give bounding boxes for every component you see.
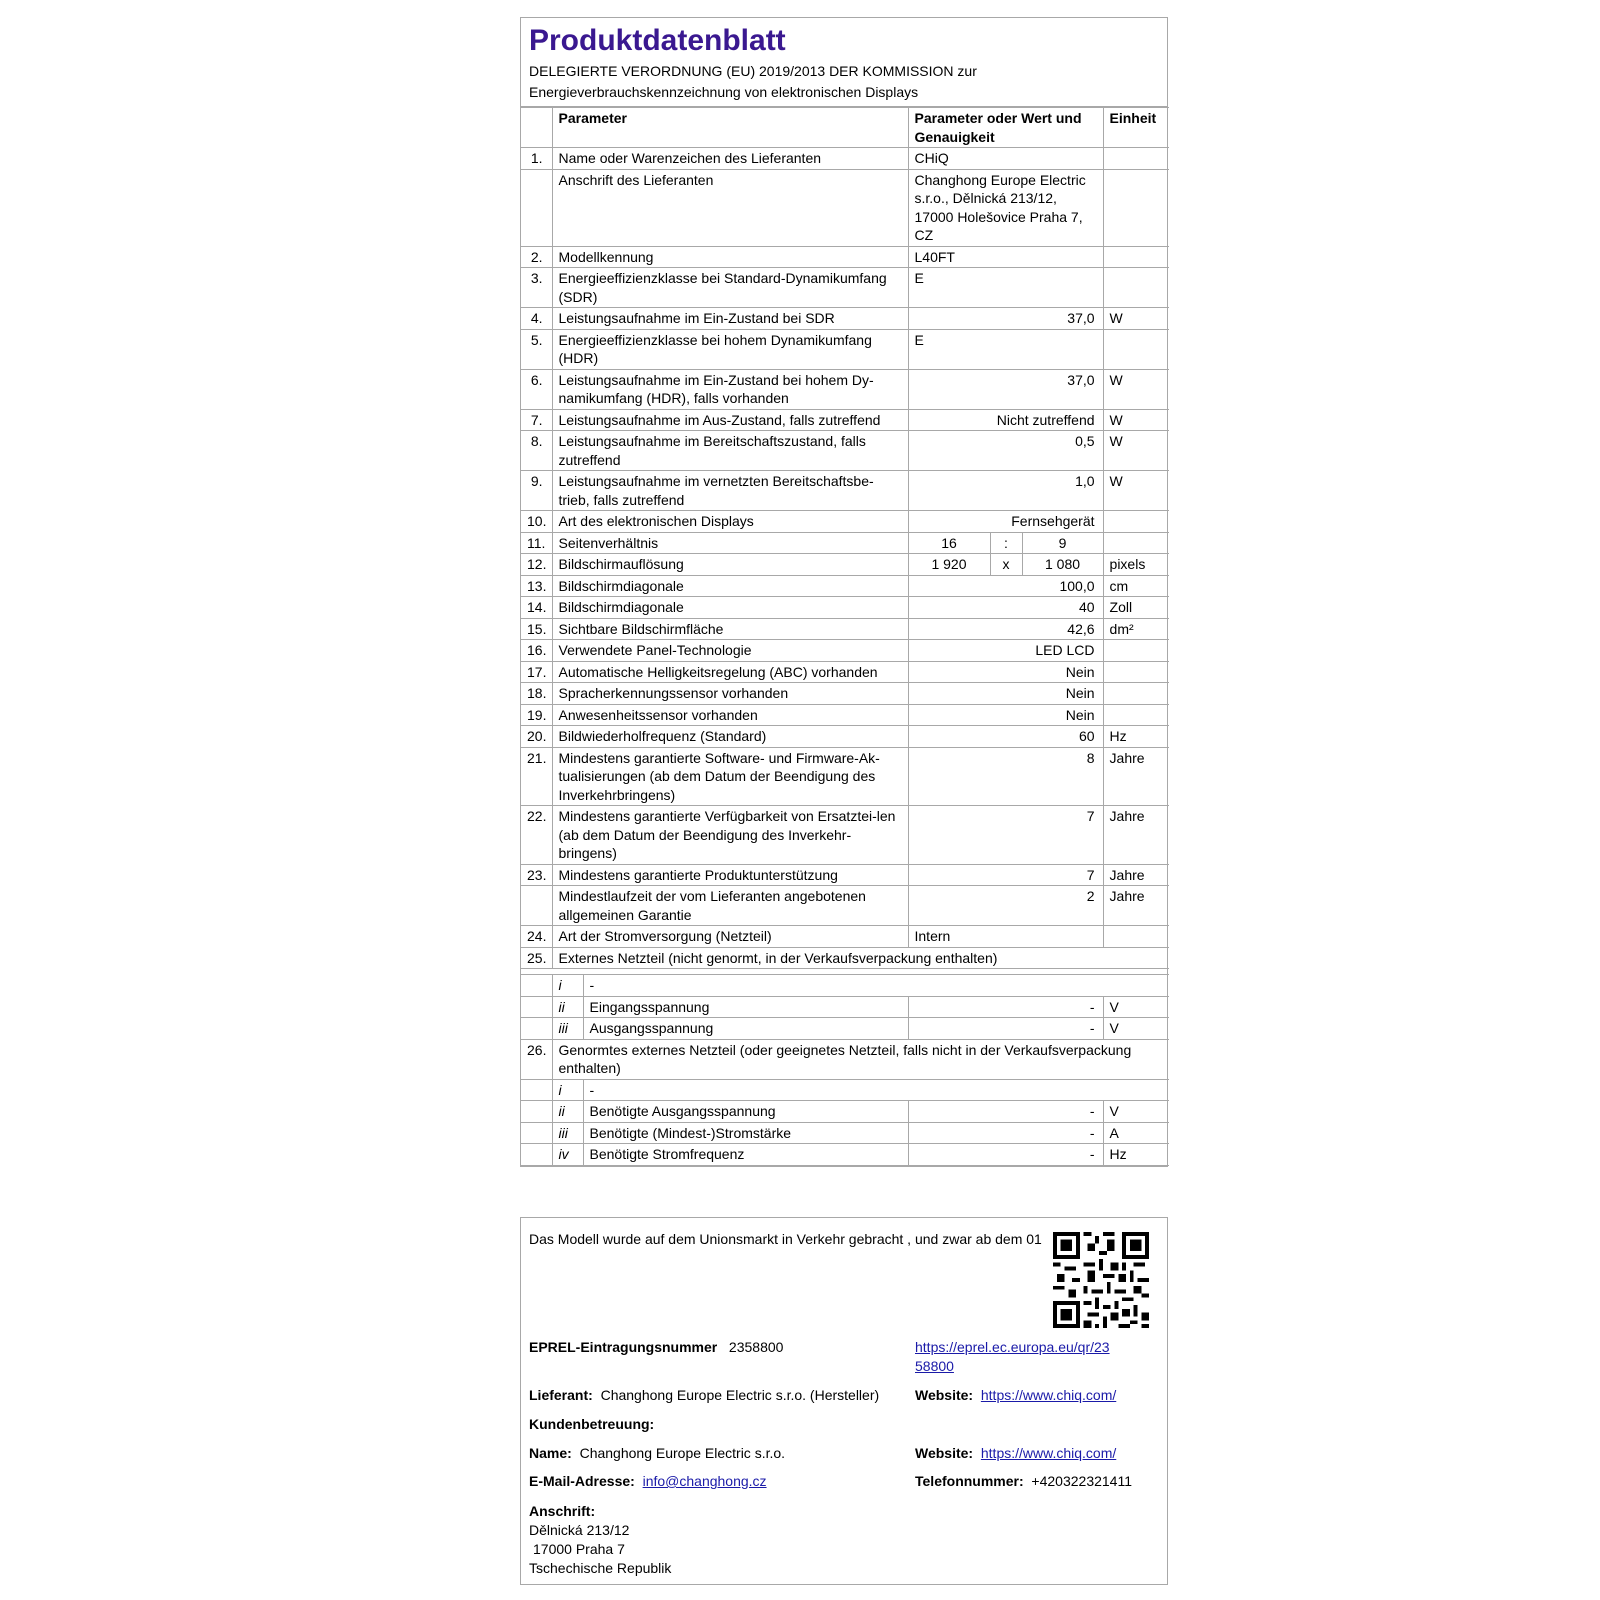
qr-code-icon[interactable]	[1053, 1232, 1149, 1328]
section-title: Externes Netzteil (nicht genormt, in der Verkaufsverpackung enthalten)	[552, 947, 1169, 969]
table-row	[521, 532, 1169, 554]
row-unit: Jahre	[1103, 886, 1169, 926]
row-unit	[1103, 661, 1169, 683]
row-value: 60	[908, 726, 1103, 748]
table-row	[521, 886, 1169, 926]
sub-row-value: -	[908, 1101, 1103, 1123]
address-line-1: Dělnická 213/12	[529, 1522, 630, 1538]
table-row	[521, 169, 1169, 246]
sheet-footer	[520, 1217, 1168, 1585]
row-parameter: Anwesenheitssensor vorhanden	[552, 704, 908, 726]
row-parameter: Mindestens garantierte Produktunterstützung	[552, 864, 908, 886]
sub-row	[521, 1079, 1169, 1101]
phone-label: Telefonnummer:	[915, 1473, 1024, 1489]
row-unit	[1103, 148, 1169, 170]
table-row	[521, 704, 1169, 726]
row-number: 1.	[521, 148, 552, 170]
row-unit	[1103, 329, 1169, 369]
support-website-link[interactable]: https://www.chiq.com/	[980, 1445, 1117, 1461]
sub-row-index: ii	[552, 996, 583, 1018]
row-parameter: Leistungsaufnahme im vernetzten Bereitschaftsbe-trieb, falls zutreffend	[552, 471, 908, 511]
row-number	[521, 886, 552, 926]
regulation-line-1: DELEGIERTE VERORDNUNG (EU) 2019/2013 DER KOMMISSION zur	[529, 63, 977, 79]
row-unit: W	[1103, 409, 1169, 431]
sub-row-unit: Hz	[1103, 1144, 1169, 1166]
row-parameter: Art des elektronischen Displays	[552, 511, 908, 533]
page-title: Produktdatenblatt	[529, 24, 786, 57]
row-value: L40FT	[908, 246, 1103, 268]
row-value: Nicht zutreffend	[908, 409, 1103, 431]
email-row	[529, 1472, 767, 1491]
sub-row-unit: V	[1103, 1018, 1169, 1040]
parameter-table	[521, 107, 1169, 1166]
column-header-unit: Einheit	[1103, 108, 1169, 148]
sub-row	[521, 1101, 1169, 1123]
table-row	[521, 431, 1169, 471]
row-number: 7.	[521, 409, 552, 431]
row-value: 1,0	[908, 471, 1103, 511]
row-number: 14.	[521, 597, 552, 619]
row-unit	[1103, 268, 1169, 308]
column-header-parameter: Parameter	[552, 108, 908, 148]
row-parameter: Mindestens garantierte Verfügbarkeit von Ersatztei-len (ab dem Datum der Beendigung des Inverkehr-bringens)	[552, 806, 908, 865]
row-parameter: Mindestlaufzeit der vom Lieferanten angebotenen allgemeinen Garantie	[552, 886, 908, 926]
row-parameter: Bildwiederholfrequenz (Standard)	[552, 726, 908, 748]
table-row	[521, 369, 1169, 409]
sheet-header	[521, 18, 1167, 107]
row-value: 100,0	[908, 575, 1103, 597]
row-number: 18.	[521, 683, 552, 705]
sub-row-index: ii	[552, 1101, 583, 1123]
row-parameter: Energieeffizienzklasse bei hohem Dynamikumfang (HDR)	[552, 329, 908, 369]
row-value: 7	[908, 864, 1103, 886]
eprel-number: 2358800	[728, 1339, 784, 1355]
table-row	[521, 511, 1169, 533]
row-value: Nein	[908, 683, 1103, 705]
row-unit: W	[1103, 308, 1169, 330]
row-unit: W	[1103, 471, 1169, 511]
sub-row-value: -	[908, 1122, 1103, 1144]
column-header-value: Parameter oder Wert und Genauigkeit	[908, 108, 1103, 148]
table-row	[521, 554, 1169, 576]
table-row	[521, 597, 1169, 619]
sub-row-index: iv	[552, 1144, 583, 1166]
row-value: 8	[908, 747, 1103, 806]
table-row	[521, 683, 1169, 705]
row-number: 24.	[521, 926, 552, 948]
table-row	[521, 864, 1169, 886]
table-row-section	[521, 947, 1169, 969]
sub-row-label: Ausgangsspannung	[583, 1018, 908, 1040]
section-title: Genormtes externes Netzteil (oder geeignetes Netzteil, falls nicht in der Verkaufsverpackung enthalten)	[552, 1039, 1169, 1079]
table-row	[521, 806, 1169, 865]
table-row	[521, 329, 1169, 369]
row-unit	[1103, 683, 1169, 705]
support-website-row	[915, 1444, 1116, 1463]
row-value: LED LCD	[908, 640, 1103, 662]
row-parameter: Bildschirmdiagonale	[552, 597, 908, 619]
sub-row-index: i	[552, 1079, 583, 1101]
address-label: Anschrift:	[529, 1503, 596, 1519]
row-number: 19.	[521, 704, 552, 726]
row-number: 2.	[521, 246, 552, 268]
product-data-sheet	[520, 17, 1168, 1167]
row-value: 40	[908, 597, 1103, 619]
row-parameter: Leistungsaufnahme im Bereitschaftszustand, falls zutreffend	[552, 431, 908, 471]
row-parameter: Spracherkennungssensor vorhanden	[552, 683, 908, 705]
phone-row	[915, 1472, 1132, 1491]
row-value: CHiQ	[908, 148, 1103, 170]
row-parameter: Bildschirmauflösung	[552, 554, 908, 576]
row-value-second: 1 080	[1022, 554, 1103, 576]
row-value-separator: :	[990, 532, 1022, 554]
sub-row-unit: V	[1103, 996, 1169, 1018]
row-number: 15.	[521, 618, 552, 640]
row-parameter: Mindestens garantierte Software- und Firmware-Ak-tualisierungen (ab dem Datum der Beendigung des Inverkehrbringens)	[552, 747, 908, 806]
row-value: 0,5	[908, 431, 1103, 471]
sub-row-label: Benötigte Ausgangsspannung	[583, 1101, 908, 1123]
table-row	[521, 148, 1169, 170]
table-row	[521, 747, 1169, 806]
row-number: 6.	[521, 369, 552, 409]
row-number: 16.	[521, 640, 552, 662]
row-unit: pixels	[1103, 554, 1169, 576]
table-row	[521, 726, 1169, 748]
support-name-row	[529, 1444, 785, 1463]
row-value: Intern	[908, 926, 1103, 948]
row-unit	[1103, 169, 1169, 246]
row-number: 5.	[521, 329, 552, 369]
row-number: 20.	[521, 726, 552, 748]
row-unit	[1103, 640, 1169, 662]
row-value: 37,0	[908, 369, 1103, 409]
row-parameter: Art der Stromversorgung (Netzteil)	[552, 926, 908, 948]
row-unit	[1103, 246, 1169, 268]
table-row	[521, 661, 1169, 683]
sub-row-label: -	[583, 1079, 1169, 1101]
supplier-website-row	[915, 1386, 1116, 1405]
address-line-3: Tschechische Republik	[529, 1560, 672, 1576]
row-parameter: Modellkennung	[552, 246, 908, 268]
table-row	[521, 471, 1169, 511]
row-value-separator: x	[990, 554, 1022, 576]
table-row	[521, 640, 1169, 662]
row-unit	[1103, 926, 1169, 948]
supplier-row	[529, 1386, 879, 1405]
sub-row-spacer	[521, 1122, 552, 1144]
sub-row-label: Eingangsspannung	[583, 996, 908, 1018]
table-row-section	[521, 1039, 1169, 1079]
sub-row-spacer	[521, 1018, 552, 1040]
row-number: 11.	[521, 532, 552, 554]
address-block	[529, 1502, 671, 1578]
row-unit: W	[1103, 431, 1169, 471]
phone-value: +420322321411	[1031, 1473, 1132, 1489]
sub-row	[521, 996, 1169, 1018]
table-row	[521, 409, 1169, 431]
address-line-2: 17000 Praha 7	[533, 1541, 625, 1557]
row-unit: dm²	[1103, 618, 1169, 640]
row-number: 13.	[521, 575, 552, 597]
email-link[interactable]: info@changhong.cz	[642, 1473, 767, 1489]
row-number: 25.	[521, 947, 552, 969]
row-unit	[1103, 704, 1169, 726]
eprel-link[interactable]	[915, 1338, 1110, 1376]
row-value: E	[908, 268, 1103, 308]
row-unit	[1103, 532, 1169, 554]
row-number: 3.	[521, 268, 552, 308]
sub-row-value: -	[908, 996, 1103, 1018]
supplier-label: Lieferant:	[529, 1387, 593, 1403]
sub-row-label: -	[583, 975, 1169, 997]
row-value: 7	[908, 806, 1103, 865]
table-row	[521, 246, 1169, 268]
row-number: 10.	[521, 511, 552, 533]
row-value: 37,0	[908, 308, 1103, 330]
website2-label: Website:	[915, 1445, 974, 1461]
table-row	[521, 268, 1169, 308]
eprel-label: EPREL-Eintragungsnummer	[529, 1339, 718, 1355]
row-parameter: Leistungsaufnahme im Aus-Zustand, falls zutreffend	[552, 409, 908, 431]
table-row	[521, 926, 1169, 948]
row-parameter: Sichtbare Bildschirmfläche	[552, 618, 908, 640]
sub-row	[521, 1122, 1169, 1144]
supplier-value: Changhong Europe Electric s.r.o. (Hersteller)	[600, 1387, 880, 1403]
row-number: 8.	[521, 431, 552, 471]
row-value: 42,6	[908, 618, 1103, 640]
row-number: 17.	[521, 661, 552, 683]
row-value: Fernsehgerät	[908, 511, 1103, 533]
sub-row-spacer	[521, 996, 552, 1018]
row-parameter: Anschrift des Lieferanten	[552, 169, 908, 246]
row-value: Nein	[908, 704, 1103, 726]
sub-row	[521, 1144, 1169, 1166]
sub-row-index: i	[552, 975, 583, 997]
supplier-website-link[interactable]: https://www.chiq.com/	[980, 1387, 1117, 1403]
table-row	[521, 575, 1169, 597]
sub-row-unit: V	[1103, 1101, 1169, 1123]
sub-row-spacer	[521, 1101, 552, 1123]
row-number	[521, 169, 552, 246]
row-value-first: 16	[908, 532, 990, 554]
row-value-first: 1 920	[908, 554, 990, 576]
table-header-row	[521, 108, 1169, 148]
row-parameter: Seitenverhältnis	[552, 532, 908, 554]
market-text: Das Modell wurde auf dem Unionsmarkt in Verkehr gebracht , und zwar ab dem 01	[529, 1231, 1042, 1247]
name-value: Changhong Europe Electric s.r.o.	[579, 1445, 786, 1461]
name-label: Name:	[529, 1445, 572, 1461]
row-unit: W	[1103, 369, 1169, 409]
row-value-second: 9	[1022, 532, 1103, 554]
row-unit: Jahre	[1103, 806, 1169, 865]
row-value: 2	[908, 886, 1103, 926]
regulation-line-2: Energieverbrauchskennzeichnung von elektronischen Displays	[529, 84, 919, 100]
row-number: 9.	[521, 471, 552, 511]
row-parameter: Leistungsaufnahme im Ein-Zustand bei SDR	[552, 308, 908, 330]
row-parameter: Leistungsaufnahme im Ein-Zustand bei hohem Dy-namikumfang (HDR), falls vorhanden	[552, 369, 908, 409]
row-unit: Jahre	[1103, 747, 1169, 806]
sub-row-value: -	[908, 1018, 1103, 1040]
sub-row-value: -	[908, 1144, 1103, 1166]
row-parameter: Name oder Warenzeichen des Lieferanten	[552, 148, 908, 170]
sub-row-spacer	[521, 975, 552, 997]
row-value: Changhong Europe Electric s.r.o., Dělnická 213/12, 17000 Holešovice Praha 7, CZ	[908, 169, 1103, 246]
row-number: 26.	[521, 1039, 552, 1079]
email-label: E-Mail-Adresse:	[529, 1473, 635, 1489]
row-number: 4.	[521, 308, 552, 330]
eprel-link-line-1[interactable]: https://eprel.ec.europa.eu/qr/23	[915, 1339, 1110, 1355]
eprel-link-line-2[interactable]: 58800	[915, 1358, 954, 1374]
sub-row	[521, 1018, 1169, 1040]
sub-row-index: iii	[552, 1122, 583, 1144]
row-unit	[1103, 511, 1169, 533]
eprel-row	[529, 1338, 783, 1357]
row-parameter: Bildschirmdiagonale	[552, 575, 908, 597]
row-value: Nein	[908, 661, 1103, 683]
website-label: Website:	[915, 1387, 974, 1403]
sub-row-unit: A	[1103, 1122, 1169, 1144]
sub-row-label: Benötigte (Mindest-)Stromstärke	[583, 1122, 908, 1144]
row-unit: Zoll	[1103, 597, 1169, 619]
table-row	[521, 308, 1169, 330]
row-unit: Jahre	[1103, 864, 1169, 886]
row-parameter: Energieeffizienzklasse bei Standard-Dynamikumfang (SDR)	[552, 268, 908, 308]
row-number: 23.	[521, 864, 552, 886]
sub-row-index: iii	[552, 1018, 583, 1040]
row-unit: Hz	[1103, 726, 1169, 748]
row-number: 21.	[521, 747, 552, 806]
row-value: E	[908, 329, 1103, 369]
support-heading: Kundenbetreuung:	[529, 1416, 655, 1432]
table-row	[521, 618, 1169, 640]
row-number: 22.	[521, 806, 552, 865]
sub-row-spacer	[521, 1144, 552, 1166]
row-parameter: Automatische Helligkeitsregelung (ABC) vorhanden	[552, 661, 908, 683]
sub-row-spacer	[521, 1079, 552, 1101]
sub-row-label: Benötigte Stromfrequenz	[583, 1144, 908, 1166]
sub-row	[521, 975, 1169, 997]
row-parameter: Verwendete Panel-Technologie	[552, 640, 908, 662]
row-unit: cm	[1103, 575, 1169, 597]
row-number: 12.	[521, 554, 552, 576]
